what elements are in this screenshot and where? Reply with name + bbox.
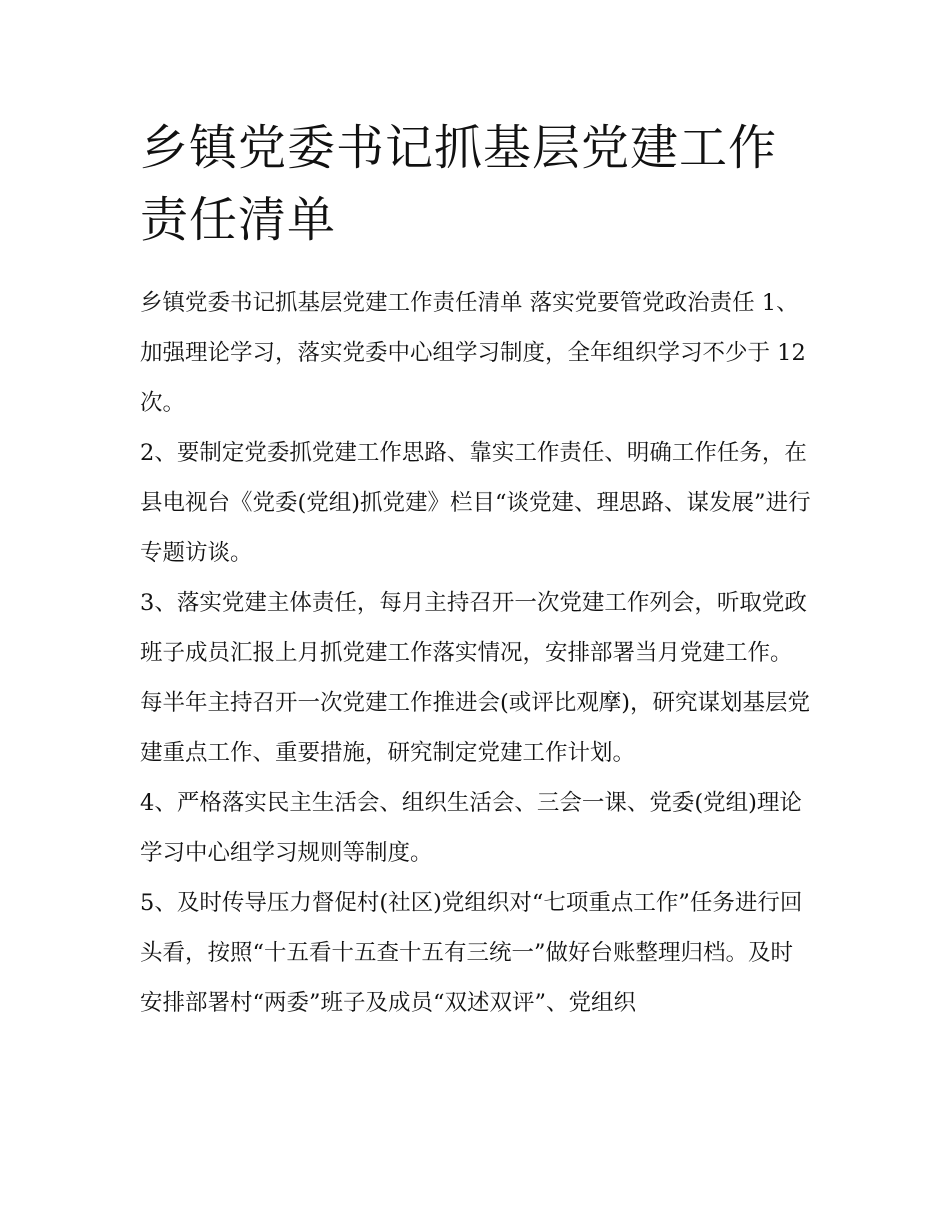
paragraph-item-4: 4、严格落实民主生活会、组织生活会、三会一课、党委(党组)理论学习中心组学习规则等制度。 — [140, 790, 802, 866]
document-title: 乡镇党委书记抓基层党建工作责任清单 — [140, 120, 778, 248]
paragraph-item-2: 2、要制定党委抓党建工作思路、靠实工作责任、明确工作任务，在县电视台《党委(党组)抓党建》栏目“谈党建、理思路、谋发展”进行专题访谈。 — [140, 440, 811, 566]
paragraph-item-5: 5、及时传导压力督促村(社区)党组织对“七项重点工作”任务进行回头看，按照“十五看十五查十五有三统一”做好台账整理归档。及时安排部署村“两委”班子及成员“双述双评”、党组织 — [140, 890, 803, 1016]
document-body — [140, 278, 812, 1028]
paragraph-intro: 乡镇党委书记抓基层党建工作责任清单 落实党要管党政治责任 1、加强理论学习，落实党委中心组学习制度，全年组织学习不少于 12 次。 — [140, 290, 806, 416]
paragraph-item-3: 3、落实党建主体责任，每月主持召开一次党建工作列会，听取党政班子成员汇报上月抓党建工作落实情况，安排部署当月党建工作。每半年主持召开一次党建工作推进会(或评比观摩)，研究谋划基层党建重点工作、重要措施，研究制定党建工作计划。 — [140, 590, 811, 766]
document-page — [140, 112, 812, 1028]
